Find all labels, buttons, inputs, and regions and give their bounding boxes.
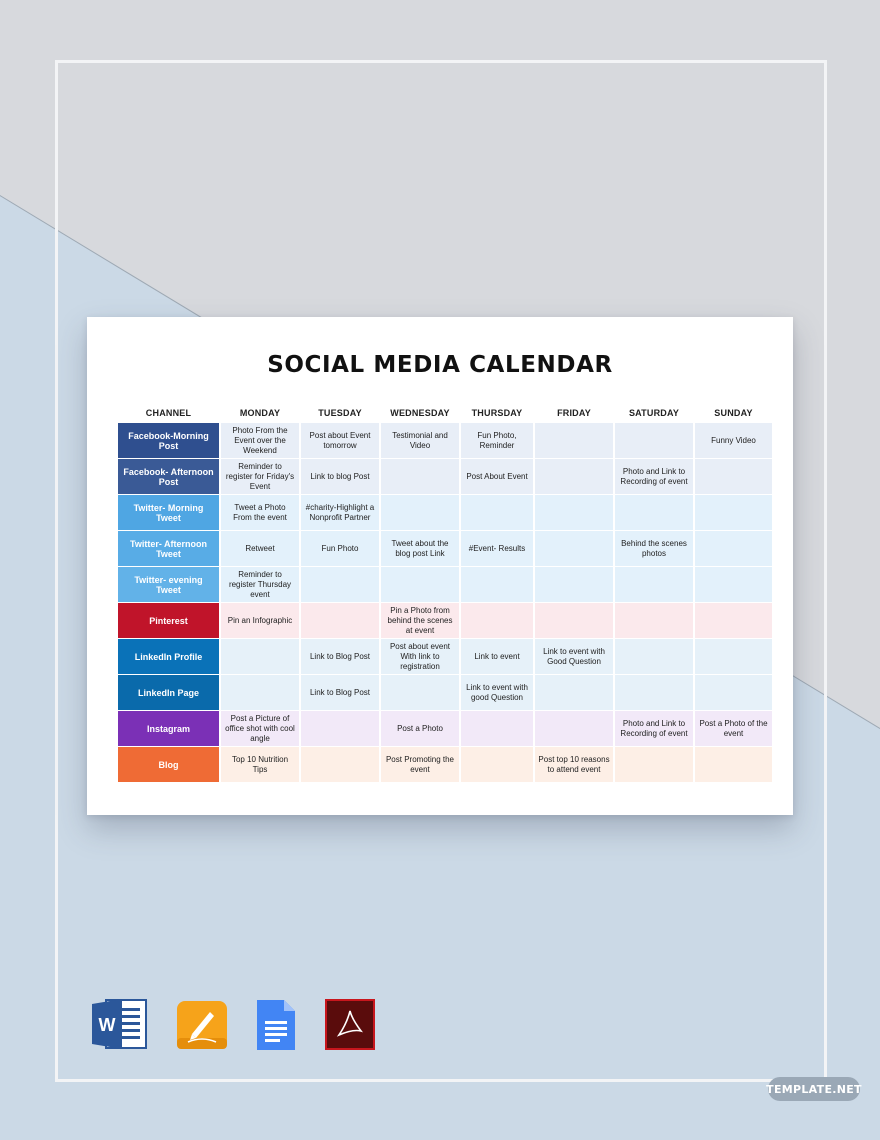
column-header-saturday: SATURDAY [628,407,680,418]
calendar-table [118,402,772,782]
calendar-cell [221,675,299,710]
calendar-cell [695,495,772,530]
svg-text:W: W [98,1015,116,1035]
calendar-cell: Photo and Link to Recording of event [615,711,693,746]
column-header-thursday: THURSDAY [471,407,523,418]
calendar-cell [615,639,693,674]
pages-icon[interactable] [176,1000,228,1050]
document-title: SOCIAL MEDIA CALENDAR [267,352,613,378]
calendar-cell: Post Promoting the event [381,747,459,782]
calendar-cell [381,495,459,530]
calendar-cell [461,747,533,782]
channel-label: Facebook-Morning Post [118,423,219,458]
calendar-cell: Link to event with Good Question [535,639,613,674]
calendar-cell: Tweet a Photo From the event [221,495,299,530]
calendar-cell: Link to event [461,639,533,674]
calendar-cell: Retweet [221,531,299,566]
calendar-cell [301,711,379,746]
google-docs-icon[interactable] [256,999,296,1051]
column-header-monday: MONDAY [239,407,281,418]
calendar-cell [695,675,772,710]
calendar-cell: Link to Blog Post [301,675,379,710]
calendar-cell: Photo From the Event over the Weekend [221,423,299,458]
calendar-cell: Testimonial and Video [381,423,459,458]
calendar-cell: Post top 10 reasons to attend event [535,747,613,782]
calendar-cell [615,495,693,530]
calendar-cell [695,459,772,494]
calendar-cell [301,747,379,782]
calendar-cell [695,747,772,782]
calendar-cell: Reminder to register for Friday's Event [221,459,299,494]
calendar-cell: Funny Video [695,423,772,458]
calendar-cell: Tweet about the blog post Link [381,531,459,566]
calendar-cell: Fun Photo, Reminder [461,423,533,458]
channel-label: Twitter- Morning Tweet [118,495,219,530]
calendar-cell: Pin a Photo from behind the scenes at event [381,603,459,638]
channel-label: Facebook- Afternoon Post [118,459,219,494]
calendar-cell [535,675,613,710]
channel-label: Twitter- evening Tweet [118,567,219,602]
calendar-cell [695,567,772,602]
calendar-cell: Reminder to register Thursday event [221,567,299,602]
calendar-cell: Fun Photo [301,531,379,566]
column-header-friday: FRIDAY [557,407,591,418]
calendar-cell [535,567,613,602]
template-net-badge[interactable]: TEMPLATE.NET [768,1077,860,1101]
calendar-cell: Link to event with good Question [461,675,533,710]
calendar-cell [301,603,379,638]
calendar-cell [461,495,533,530]
calendar-cell [381,459,459,494]
pdf-icon[interactable] [325,999,375,1050]
calendar-cell [301,567,379,602]
calendar-cell [381,567,459,602]
calendar-cell [615,423,693,458]
calendar-cell [535,423,613,458]
calendar-cell [615,603,693,638]
calendar-cell [695,531,772,566]
channel-label: Pinterest [118,603,219,638]
channel-label: LinkedIn Profile [118,639,219,674]
word-icon[interactable] [92,998,148,1050]
calendar-cell [535,603,613,638]
channel-label: Twitter- Afternoon Tweet [118,531,219,566]
calendar-cell: Pin an Infographic [221,603,299,638]
calendar-cell [461,603,533,638]
calendar-cell [695,603,772,638]
channel-label: Blog [118,747,219,782]
calendar-cell [535,459,613,494]
calendar-cell: Post about event With link to registration [381,639,459,674]
calendar-cell: Link to blog Post [301,459,379,494]
calendar-cell [461,567,533,602]
calendar-cell: Photo and Link to Recording of event [615,459,693,494]
calendar-cell: Post about Event tomorrow [301,423,379,458]
channel-label: Instagram [118,711,219,746]
calendar-cell [535,495,613,530]
calendar-cell: Post About Event [461,459,533,494]
column-header-channel: CHANNEL [145,407,192,418]
calendar-cell [615,567,693,602]
calendar-cell [615,675,693,710]
calendar-cell [381,675,459,710]
calendar-cell: Post a Picture of office shot with cool angle [221,711,299,746]
calendar-cell [695,639,772,674]
calendar-cell: Post a Photo [381,711,459,746]
calendar-cell: Post a Photo of the event [695,711,772,746]
channel-label: LinkedIn Page [118,675,219,710]
calendar-cell [461,711,533,746]
column-header-sunday: SUNDAY [714,407,753,418]
calendar-cell: Behind the scenes photos [615,531,693,566]
calendar-cell [535,531,613,566]
calendar-cell: #Event- Results [461,531,533,566]
calendar-cell: Top 10 Nutrition Tips [221,747,299,782]
calendar-cell: Link to Blog Post [301,639,379,674]
calendar-cell: #charity-Highlight a Nonprofit Partner [301,495,379,530]
column-header-wednesday: WEDNESDAY [390,407,450,418]
calendar-cell [615,747,693,782]
column-header-tuesday: TUESDAY [318,407,362,418]
calendar-cell [221,639,299,674]
calendar-cell [535,711,613,746]
